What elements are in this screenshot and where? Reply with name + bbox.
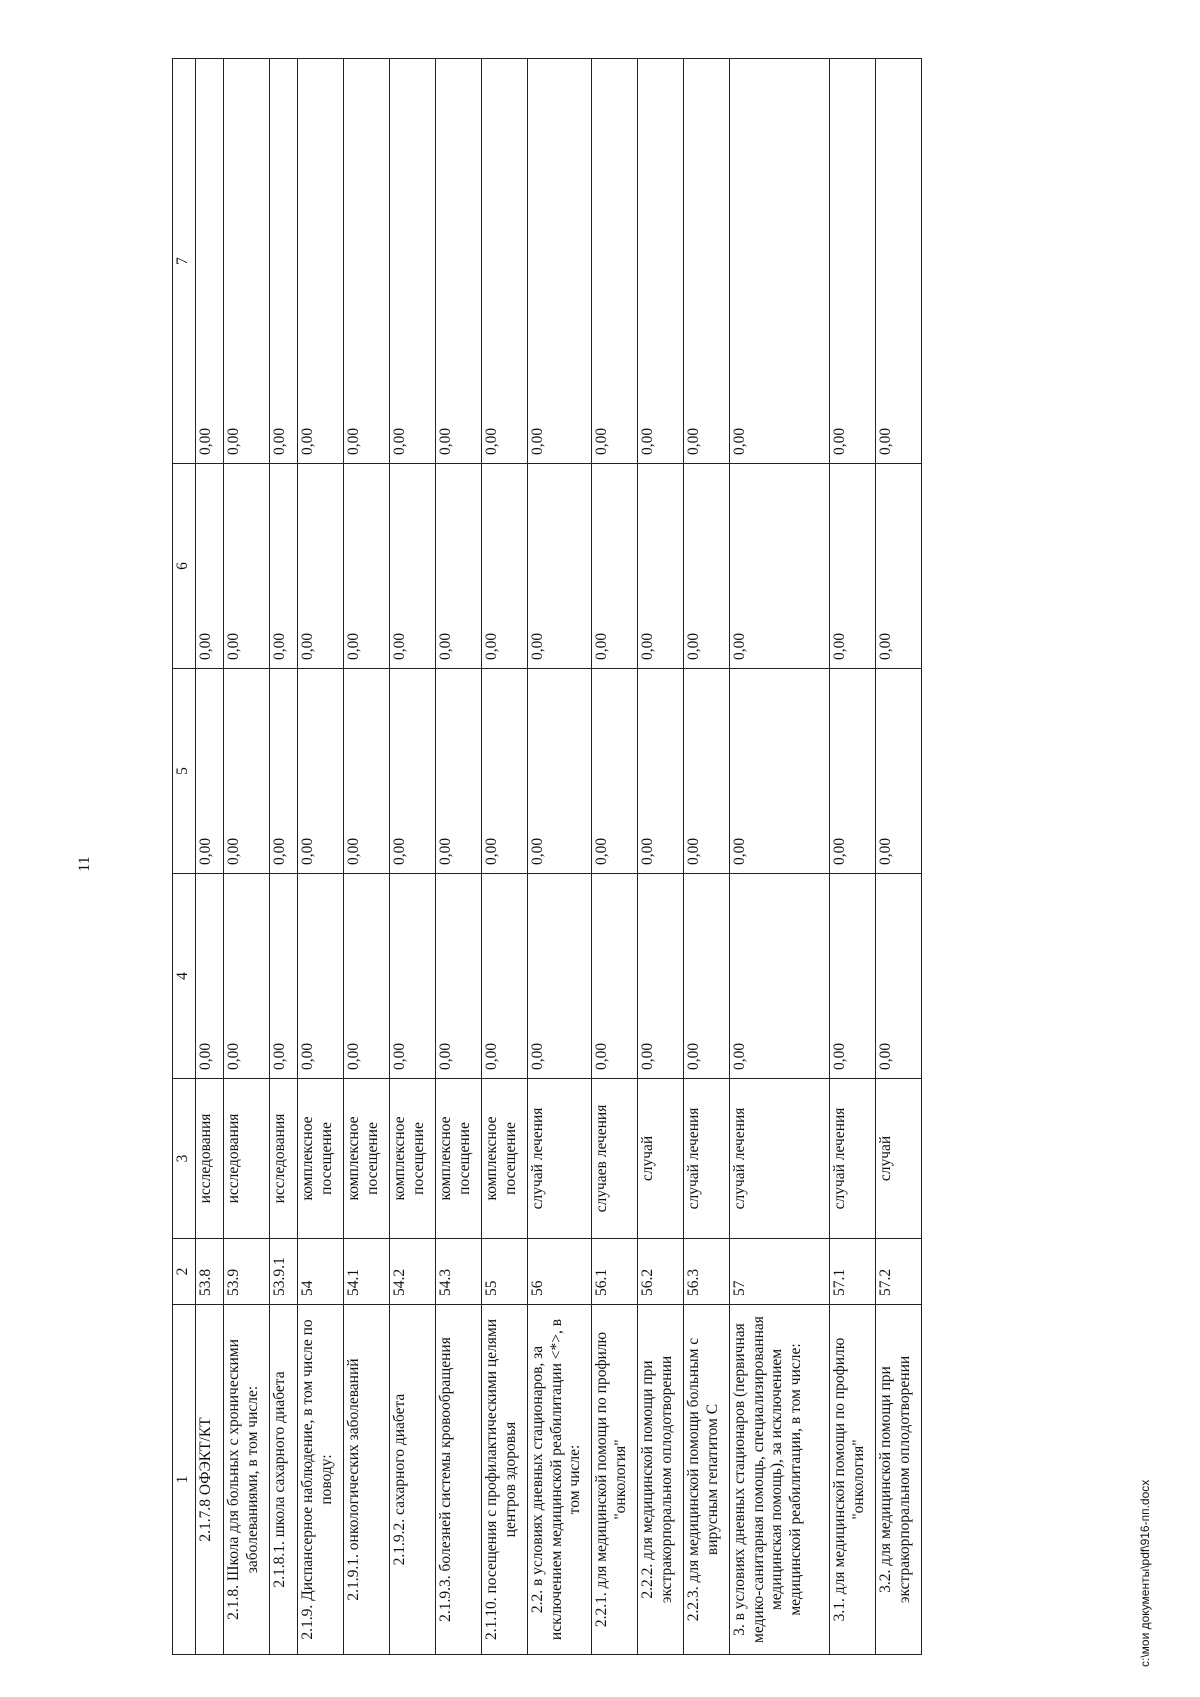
row-unit-cell: случай <box>638 1079 684 1239</box>
row-code-cell: 57.1 <box>830 1239 876 1305</box>
row-name-cell: 3.1. для медицинской помощи по профилю "онкология" <box>830 1305 876 1655</box>
data-table-container <box>172 58 922 1655</box>
row-value-col4: 0,00 <box>592 874 638 1079</box>
row-value-col6: 0,00 <box>436 464 482 669</box>
row-value-col5: 0,00 <box>684 669 730 874</box>
row-unit-cell: случай лечения <box>528 1079 592 1239</box>
table-row <box>224 59 270 1655</box>
row-value-col5: 0,00 <box>830 669 876 874</box>
row-unit-cell: комплексное посещение <box>344 1079 390 1239</box>
row-value-col5: 0,00 <box>482 669 528 874</box>
row-value-col6: 0,00 <box>684 464 730 669</box>
row-unit-cell: комплексное посещение <box>482 1079 528 1239</box>
column-header: 6 <box>173 464 196 669</box>
row-value-col7: 0,00 <box>482 59 528 464</box>
column-header: 4 <box>173 874 196 1079</box>
table-row <box>344 59 390 1655</box>
row-value-col4: 0,00 <box>270 874 298 1079</box>
table-row <box>876 59 922 1655</box>
row-value-col6: 0,00 <box>592 464 638 669</box>
row-code-cell: 53.9.1 <box>270 1239 298 1305</box>
row-name-cell: 3.2. для медицинской помощи при экстракорпоральном оплодотворении <box>876 1305 922 1655</box>
row-value-col5: 0,00 <box>876 669 922 874</box>
row-code-cell: 54 <box>298 1239 344 1305</box>
row-value-col6: 0,00 <box>224 464 270 669</box>
footer-file-path: c:\мои документы\pdf\916-пп.docx <box>1138 1479 1152 1667</box>
table-row <box>298 59 344 1655</box>
row-code-cell: 56.2 <box>638 1239 684 1305</box>
row-unit-cell: случаев лечения <box>592 1079 638 1239</box>
row-value-col6: 0,00 <box>730 464 830 669</box>
row-value-col6: 0,00 <box>482 464 528 669</box>
row-name-cell: 3. в условиях дневных стационаров (первичная медико-санитарная помощь, специализированная медицинская помощь), за исключением медицинской реабилитации, в том числе: <box>730 1305 830 1655</box>
row-value-col7: 0,00 <box>436 59 482 464</box>
row-value-col4: 0,00 <box>298 874 344 1079</box>
row-value-col4: 0,00 <box>684 874 730 1079</box>
row-value-col7: 0,00 <box>270 59 298 464</box>
row-name-cell: 2.1.9.3. болезней системы кровообращения <box>436 1305 482 1655</box>
table-row <box>270 59 298 1655</box>
row-value-col5: 0,00 <box>224 669 270 874</box>
row-value-col5: 0,00 <box>730 669 830 874</box>
row-value-col4: 0,00 <box>436 874 482 1079</box>
row-name-cell: 2.1.9. Диспансерное наблюдение, в том числе по поводу: <box>298 1305 344 1655</box>
row-value-col5: 0,00 <box>528 669 592 874</box>
row-value-col5: 0,00 <box>270 669 298 874</box>
row-value-col5: 0,00 <box>638 669 684 874</box>
row-name-cell: 2.1.10. посещения с профилактическими целями центров здоровья <box>482 1305 528 1655</box>
row-value-col5: 0,00 <box>196 669 224 874</box>
row-unit-cell: случай лечения <box>684 1079 730 1239</box>
row-value-col7: 0,00 <box>684 59 730 464</box>
row-unit-cell: комплексное посещение <box>298 1079 344 1239</box>
row-value-col4: 0,00 <box>638 874 684 1079</box>
row-value-col6: 0,00 <box>196 464 224 669</box>
row-name-cell: 2.2. в условиях дневных стационаров, за исключением медицинской реабилитации <*>, в том числе: <box>528 1305 592 1655</box>
table-row <box>730 59 830 1655</box>
row-value-col7: 0,00 <box>390 59 436 464</box>
row-value-col7: 0,00 <box>224 59 270 464</box>
row-code-cell: 54.2 <box>390 1239 436 1305</box>
row-value-col6: 0,00 <box>270 464 298 669</box>
column-header: 2 <box>173 1239 196 1305</box>
row-code-cell: 56.1 <box>592 1239 638 1305</box>
row-name-cell: 2.1.8. Школа для больных с хроническими заболеваниями, в том числе: <box>224 1305 270 1655</box>
row-value-col7: 0,00 <box>298 59 344 464</box>
row-value-col5: 0,00 <box>436 669 482 874</box>
row-value-col5: 0,00 <box>390 669 436 874</box>
row-code-cell: 54.1 <box>344 1239 390 1305</box>
row-unit-cell: комплексное посещение <box>436 1079 482 1239</box>
row-name-cell: 2.2.1. для медицинской помощи по профилю "онкология" <box>592 1305 638 1655</box>
row-value-col4: 0,00 <box>876 874 922 1079</box>
table-row <box>436 59 482 1655</box>
table-header-row <box>173 59 196 1655</box>
row-value-col4: 0,00 <box>344 874 390 1079</box>
row-value-col4: 0,00 <box>390 874 436 1079</box>
row-name-cell: 2.1.9.1. онкологических заболеваний <box>344 1305 390 1655</box>
row-unit-cell: исследования <box>224 1079 270 1239</box>
row-code-cell: 53.8 <box>196 1239 224 1305</box>
row-unit-cell: комплексное посещение <box>390 1079 436 1239</box>
table-row <box>528 59 592 1655</box>
row-unit-cell: случай лечения <box>830 1079 876 1239</box>
row-code-cell: 53.9 <box>224 1239 270 1305</box>
row-value-col6: 0,00 <box>830 464 876 669</box>
page-number: 11 <box>76 856 93 872</box>
row-code-cell: 56.3 <box>684 1239 730 1305</box>
row-name-cell: 2.1.9.2. сахарного диабета <box>390 1305 436 1655</box>
table-body <box>196 59 922 1655</box>
column-header: 7 <box>173 59 196 464</box>
row-value-col4: 0,00 <box>830 874 876 1079</box>
row-value-col4: 0,00 <box>730 874 830 1079</box>
row-code-cell: 54.3 <box>436 1239 482 1305</box>
row-code-cell: 56 <box>528 1239 592 1305</box>
row-code-cell: 57 <box>730 1239 830 1305</box>
column-header: 1 <box>173 1305 196 1655</box>
row-value-col4: 0,00 <box>528 874 592 1079</box>
row-value-col7: 0,00 <box>830 59 876 464</box>
row-name-cell: 2.1.7.8 ОФЭКТ/КТ <box>196 1305 224 1655</box>
column-header: 5 <box>173 669 196 874</box>
table-row <box>592 59 638 1655</box>
row-name-cell: 2.2.2. для медицинской помощи при экстракорпоральном оплодотворении <box>638 1305 684 1655</box>
row-value-col6: 0,00 <box>298 464 344 669</box>
row-value-col6: 0,00 <box>638 464 684 669</box>
row-value-col7: 0,00 <box>638 59 684 464</box>
row-value-col7: 0,00 <box>528 59 592 464</box>
row-unit-cell: случай <box>876 1079 922 1239</box>
row-name-cell: 2.1.8.1. школа сахарного диабета <box>270 1305 298 1655</box>
table-row <box>638 59 684 1655</box>
row-value-col5: 0,00 <box>298 669 344 874</box>
row-unit-cell: исследования <box>196 1079 224 1239</box>
row-name-cell: 2.2.3. для медицинской помощи больным с вирусным гепатитом С <box>684 1305 730 1655</box>
row-value-col5: 0,00 <box>344 669 390 874</box>
row-value-col7: 0,00 <box>196 59 224 464</box>
row-value-col6: 0,00 <box>876 464 922 669</box>
row-value-col6: 0,00 <box>344 464 390 669</box>
table-row <box>390 59 436 1655</box>
row-code-cell: 57.2 <box>876 1239 922 1305</box>
table-row <box>684 59 730 1655</box>
row-value-col6: 0,00 <box>528 464 592 669</box>
row-value-col7: 0,00 <box>344 59 390 464</box>
row-value-col7: 0,00 <box>876 59 922 464</box>
data-table <box>172 58 922 1655</box>
row-value-col4: 0,00 <box>224 874 270 1079</box>
table-row <box>482 59 528 1655</box>
row-value-col7: 0,00 <box>592 59 638 464</box>
row-value-col4: 0,00 <box>196 874 224 1079</box>
row-unit-cell: случай лечения <box>730 1079 830 1239</box>
column-header: 3 <box>173 1079 196 1239</box>
table-row <box>830 59 876 1655</box>
table-row <box>196 59 224 1655</box>
row-value-col4: 0,00 <box>482 874 528 1079</box>
row-value-col6: 0,00 <box>390 464 436 669</box>
row-value-col7: 0,00 <box>730 59 830 464</box>
row-unit-cell: исследования <box>270 1079 298 1239</box>
row-value-col5: 0,00 <box>592 669 638 874</box>
row-code-cell: 55 <box>482 1239 528 1305</box>
